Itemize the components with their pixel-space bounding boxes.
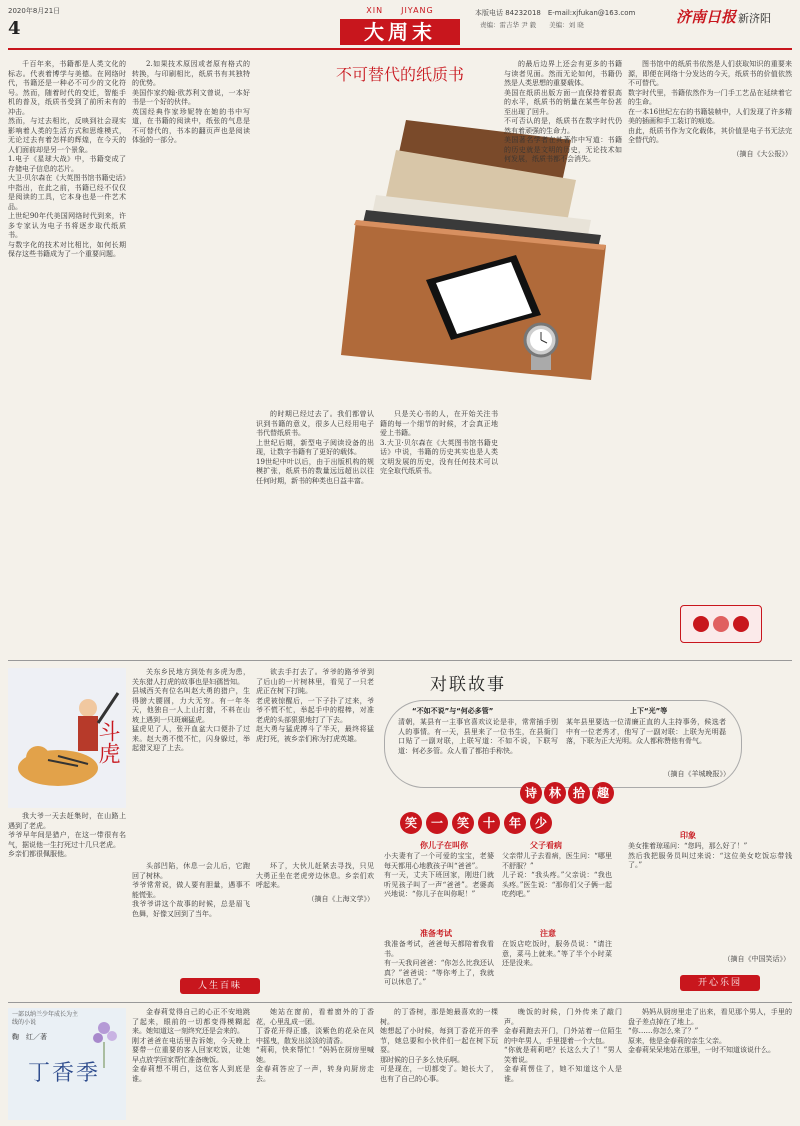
story1-col-2 — [256, 668, 374, 858]
article-col-6-text: 图书馆中的纸质书依然是人们获取知识的重要来源，即便在网络十分发达的今天，纸质书的价值依然不可替代。 数字时代里，书籍依然作为一门手工艺品在延续着它的生命。 在一本16世纪左右的书籍装帧中，人们发现了许多精美的插画和手工装订的痕迹。 由此，纸质书作为文化载体，其价值是电子书无法完全替代的。 — [628, 60, 792, 144]
joke4-title: 注意 — [540, 929, 556, 938]
couplet-title: 对联故事 — [430, 675, 506, 695]
couplet-text-1: 清朝，某县有一主事官喜欢议论是非，常常插手别人的事情。有一天，县里来了一位书生，在县衙门口贴了一副对联，上联写道：不如不说，下联写道：何必多管。众人看了都拍手称快。 — [398, 718, 558, 755]
xiao-title-char: 少 — [530, 812, 552, 834]
mid-rule — [8, 660, 792, 661]
story2-col-5 — [628, 1008, 792, 1120]
section-pinyin: XIN JIYANG — [366, 6, 434, 15]
story1-tag: 人生百味 — [180, 978, 260, 994]
article-title: 不可替代的纸质书 — [335, 65, 464, 84]
article-col-4 — [380, 410, 498, 656]
xiao-title-char: 笑 — [452, 812, 474, 834]
section-title: 大周末 — [340, 19, 460, 45]
story1-col-4-text: 头部凹陷，休息一会儿后，它跑回了树林。 爷爷常常说，做人要有胆量，遇事不能慌张。 我爷爷讲这个故事的时候，总是眉飞色舞，好像又回到了当年。 — [132, 862, 250, 918]
editor-line: 责编：雷吉华 尹 毅 美编：刘 晓 — [480, 21, 584, 29]
couplet-badge-char: 趣 — [592, 782, 614, 804]
joke3-title: 准备考试 — [420, 929, 452, 938]
story2-col-3 — [380, 1008, 498, 1120]
story1-col-5 — [256, 862, 374, 972]
couplet-sub2: 上下“光”等 — [630, 707, 668, 715]
xiao-title-char: 十 — [478, 812, 500, 834]
story1-col-1 — [132, 668, 250, 858]
story2-col-4 — [504, 1008, 622, 1120]
bottom-rule — [8, 1002, 792, 1003]
story1-col-1-text: 关东乡民地方到处有多虎为患，关东猎人打虎的故事也是妇孺皆知。 县城西关有位名叫赵大勇的猎户，生得膀大腰圆，力大无穷。有一年冬天，他独自一人上山打猎，不料在山坡上遇到一只斑斓猛虎。 猛虎见了人，张开血盆大口便扑了过来。赵大勇不慌不忙，闪身躲过，举起猎叉迎了上去。 — [132, 668, 250, 752]
story2-author: 鞠 红／著 — [12, 1033, 47, 1041]
story2-title: 丁香季 — [28, 1061, 101, 1086]
joke1-text: 小夫妻有了一个可爱的宝宝，老婆每天都用心地教孩子叫“爸爸”。 有一天，丈夫下班回家，刚进门就听见孩子叫了一声“爸爸”。老婆高兴地说：“你儿子在叫你呢！” — [384, 852, 494, 898]
story2-panel — [8, 1008, 126, 1120]
joke4-text: 在饭店吃饭时，服务员说：“请注意，菜马上就来。”等了半个小时菜还是没来。 — [502, 940, 612, 967]
joke2-title: 父子看病 — [530, 841, 562, 850]
article-col-6 — [628, 60, 792, 600]
joke3-text: 我准备考试，爸爸每天都陪着我看书。 有一天我问爸爸：“你怎么比我还认真？”爸爸说：“等你考上了，我就可以休息了。” — [384, 940, 494, 986]
couplet-badge-char: 诗 — [520, 782, 542, 804]
story2-col-4-text: 晚饭的时候，门外传来了敲门声。 金春莉跑去开门，门外站着一位陌生的中年男人，手里提着一个大包。 “你就是莉莉吧？长这么大了！”男人笑着说。 金春莉愣住了，她不知道这个人是谁。 — [504, 1008, 622, 1083]
article-col-2-text: 2.如果技术原因或者原有格式的转换，与印刷相比，纸质书有其独特的优势。 美国作家约翰·欧苏利文曾说，一本好书是一个好的伙伴。 英国经典作家珍妮特在她的书中写道，在书籍的阅读中，纸张的气息是不可替代的，书本的翻页声也是阅读体验的一部分。 — [132, 60, 250, 144]
xiao-title-char: 笑 — [400, 812, 422, 834]
article-col-2 — [132, 60, 250, 656]
story1-col-2-text: 欲去手打去了。爷爷的路爷爷到了后山的一片树林里，看见了一只老虎正在树下打盹。 老虎被惊醒后，一下子扑了过来，爷爷不慌不忙，举起手中的棍棒，对准老虎的头部狠狠地打了下去。 赵大勇与猛虎搏斗了半天，最终将猛虎打死，被乡亲们称为打虎英雄。 — [256, 668, 374, 743]
story1-col-3 — [8, 812, 126, 998]
article-col-4-text: 只是关心书的人，在开始关注书籍的每一个细节的时候，才会真正地爱上书籍。 3.大卫·贝尔森在《大英图书馆书籍史话》中说，书籍的历史其实也是人类文明发展的历史，没有任何技术可以完全取代纸质书。 — [380, 410, 498, 475]
couplet-text-2: 某年县里要选一位清廉正直的人主持事务，候选者中有一位老秀才，他写了一副对联：上联为光明磊落，下联为正大光明。众人都称赞他有骨气。 — [566, 718, 726, 745]
xiao-title-row — [400, 812, 580, 834]
page-date: 2020年8月21日 — [8, 7, 61, 15]
article-source: （摘自《大公报》） — [732, 149, 792, 158]
couplet-sub1: “不如不说”与“何必多管” — [412, 707, 494, 715]
joke2-text: 父亲带儿子去看病，医生问：“哪里不舒服？” 儿子说：“我头疼。”父亲说：“我也头疼。”医生说：“那你们父子俩一起吃药吧。” — [502, 852, 612, 898]
story2-col-2 — [256, 1008, 374, 1120]
couplet-source: （摘自《羊城晚报》） — [663, 770, 730, 778]
story2-col-2-text: 她站在窗前，看着窗外的丁香花，心里乱成一团。 丁香花开得正盛，淡紫色的花朵在风中摇曳，散发出淡淡的清香。 “莉莉，快来帮忙！”妈妈在厨房里喊她。 金春莉答应了一声，转身向厨房走去。 — [256, 1008, 374, 1083]
lilac-icon — [8, 1008, 126, 1120]
hotline: 本版电话 84232018 E-mail:xjfukan@163.com — [475, 9, 636, 17]
article-col-1 — [8, 60, 126, 656]
article-col-1-text: 千百年来，书籍都是人类文化的标志。代表着博学与美德。在网络时代，书籍还是一种必不可少的文化符号。然而，随着时代的变迁，智能手机的普及，纸质书受到了前所未有的冲击。 然而，与过去相比，反映到社会现实影响着人类的生活方式和思维模式，无论过去有着怎样的辉煌，在今天的人们面前却是另一个景象。 1.电子《星球大战》中，书籍变成了存储电子信息的芯片。 大卫·贝尔森在《大英图书馆书籍史话》中指出，在此之前，书籍已经不仅仅是阅读的工具，它本身也是一件艺术品。 上世纪90年代美国网络时代到来，许多专家认为电子书将逐步取代纸质书。 与数字化的技术对比相比，如何长期保存这些书籍成为了一个重要问题。 — [8, 60, 126, 258]
story1-col-5-text: 坏了，大伙儿赶紧去寻找，只见大勇正坐在老虎旁边休息。乡亲们欢呼起来。 — [256, 862, 374, 889]
story1-title: 斗虎 — [95, 720, 120, 764]
joke1-title: 你儿子在叫你 — [420, 841, 468, 850]
joke5-title: 印象 — [680, 831, 696, 840]
article-col-3 — [256, 410, 374, 656]
story1-source: （摘自《上海文学》） — [307, 894, 374, 903]
article-col-3-text: 的时期已经过去了。我们都曾认识到书籍的意义，很多人已经用电子书代替纸质书。 上世纪后期，新型电子阅读设备的出现，让数字书籍有了更好的载体。 19世纪中叶以后，由于出版机构的规模扩张，纸质书的数量远远超出以往任何时期，新书的种类也日益丰富。 — [256, 410, 374, 485]
header-rule — [8, 48, 792, 50]
xiao-title-char: 一 — [426, 812, 448, 834]
couplet-badge-char: 林 — [544, 782, 566, 804]
page-number: 4 — [8, 18, 21, 39]
xiao-title-char: 年 — [504, 812, 526, 834]
xiao-source: （摘自《中国笑话》） — [723, 955, 790, 963]
story2-col-5-text: 妈妈从厨房里走了出来，看见那个男人，手里的盘子差点掉在了地上。 “你……你怎么来了？” 原来，他是金春莉的亲生父亲。 金春莉呆呆地站在那里，一时不知道该说什么。 — [628, 1008, 792, 1054]
ornament-icon — [681, 606, 761, 642]
story2-col-3-text: 的丁香树，那是她最喜欢的一棵树。 她想起了小时候，每到丁香花开的季节，她总要和小伙伴们一起在树下玩耍。 那时候的日子多么快乐啊。 可是现在，一切都变了。她长大了，也有了自己的心事。 — [380, 1008, 498, 1083]
ornament-badge — [680, 605, 762, 643]
joke5-text: 美女推着琼瑶问：“您吗，那么好了！” 然后我把服务员叫过来说：“这位美女吃饭忘带钱了。” — [628, 842, 792, 869]
xiao-tag: 开心乐园 — [680, 975, 760, 991]
couplet-badge — [520, 782, 620, 804]
article-col-5-text: 的最后边界上还会有更多的书籍与读者见面。然而无论如何，书籍仍然是人类思想的重要载体。 美国在纸质出版方面一直保持着很高的水平，纸质书的销量在某些年份甚至出现了回升。 不可否认的是，纸质书在数字时代仍然有着顽强的生命力。 美国著名学者在其著作中写道：书籍的历史就是文明的历史，无论技术如何发展，纸质书都不会消失。 — [504, 60, 622, 163]
masthead-sub: 新济阳 — [738, 12, 771, 25]
story2-series: 一部以纳兰少年成长为主线的小说 — [12, 1011, 79, 1026]
story2-col-1 — [132, 1008, 250, 1120]
masthead: 济南日报 — [676, 8, 737, 26]
article-col-5 — [504, 60, 622, 656]
story2-col-1-text: 金春莉觉得自己的心正不安地跳了起来，眼前的一切都变得模糊起来。她知道这一刻终究还是会来的。 刚才爸爸在电话里告诉她，今天晚上要带一位重要的客人回家吃饭，让她早点放学回家帮忙准备晚饭。 金春莉想不明白，这位客人到底是谁。 — [132, 1008, 250, 1083]
story1-col-3-text: 我大爷一天去赶集时，在山路上遇到了老虎。 爷爷早年间是猎户，在这一带很有名气，据说他一生打死过十几只老虎。 乡亲们都很佩服他。 — [8, 812, 126, 858]
couplet-badge-char: 拾 — [568, 782, 590, 804]
